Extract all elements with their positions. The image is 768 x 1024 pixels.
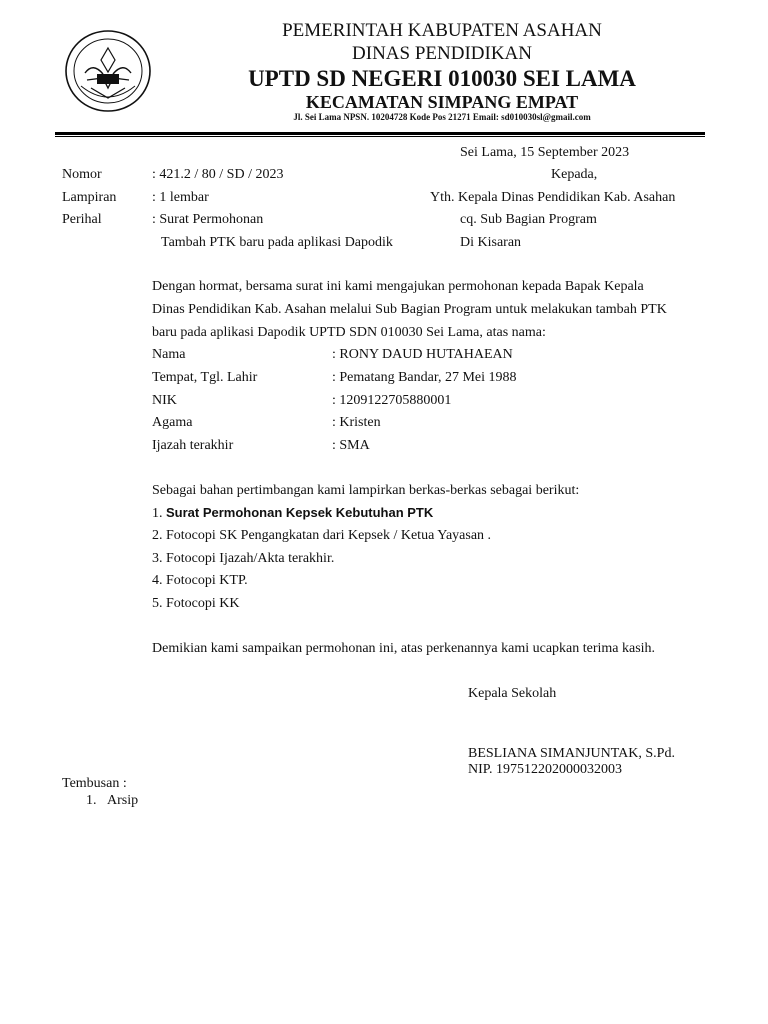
tembusan-item-text: Arsip bbox=[107, 793, 139, 808]
letter-date: Sei Lama, 15 September 2023 bbox=[460, 145, 630, 160]
header-rule-thick bbox=[55, 132, 705, 135]
tembusan-label: Tembusan : bbox=[62, 776, 127, 791]
header-address: Jl. Sei Lama NPSN. 10204728 Kode Pos 21271 Email: sd010030sl@gmail.com bbox=[293, 112, 591, 122]
perihal-value-line2: Tambah PTK baru pada aplikasi Dapodik bbox=[161, 235, 393, 250]
header-district: KECAMATAN SIMPANG EMPAT bbox=[305, 92, 579, 112]
closing-sentence: Demikian kami sampaikan permohonan ini, atas perkenannya kami ucapkan terima kasih. bbox=[152, 641, 656, 656]
identity-value-ttl: : Pematang Bandar, 27 Mei 1988 bbox=[332, 370, 517, 385]
lampiran-label: Lampiran bbox=[62, 190, 117, 205]
header-rule-thin bbox=[55, 136, 705, 137]
body-paragraph-line3: baru pada aplikasi Dapodik UPTD SDN 010030 Sei Lama, atas nama: bbox=[152, 325, 546, 340]
identity-value-nama: : RONY DAUD HUTAHAEAN bbox=[332, 347, 513, 362]
attachment-item-2: 2. Fotocopi SK Pengangkatan dari Kepsek / Ketua Yayasan . bbox=[152, 528, 492, 543]
identity-label-ijazah: Ijazah terakhir bbox=[152, 438, 234, 453]
perihal-value: : Surat Permohonan bbox=[152, 212, 264, 227]
header-school: UPTD SD NEGERI 010030 SEI LAMA bbox=[248, 66, 636, 91]
signature-name: BESLIANA SIMANJUNTAK, S.Pd. bbox=[468, 746, 675, 761]
nomor-label: Nomor bbox=[62, 167, 102, 182]
lampiran-value: : 1 lembar bbox=[152, 190, 209, 205]
attachment-item-3: 3. Fotocopi Ijazah/Akta terakhir. bbox=[152, 551, 335, 566]
body-paragraph-line2: Dinas Pendidikan Kab. Asahan melalui Sub Bagian Program untuk melakukan tambah PTK bbox=[152, 302, 667, 317]
identity-label-nama: Nama bbox=[152, 347, 186, 362]
nomor-value: : 421.2 / 80 / SD / 2023 bbox=[152, 167, 284, 182]
attachments-intro: Sebagai bahan pertimbangan kami lampirkan berkas-berkas sebagai berikut: bbox=[152, 483, 580, 498]
header-agency: DINAS PENDIDIKAN bbox=[352, 43, 532, 64]
header-government: PEMERINTAH KABUPATEN ASAHAN bbox=[282, 20, 602, 41]
attachment-item-1-number: 1. bbox=[152, 506, 166, 521]
identity-value-ijazah: : SMA bbox=[332, 438, 370, 453]
body-paragraph-line1: Dengan hormat, bersama surat ini kami mengajukan permohonan kepada Bapak Kepala bbox=[152, 279, 644, 294]
attachment-item-4: 4. Fotocopi KTP. bbox=[152, 573, 248, 588]
recipient-kepada: Kepada, bbox=[551, 167, 598, 182]
recipient-line1: Yth. Kepala Dinas Pendidikan Kab. Asahan bbox=[430, 190, 676, 205]
recipient-line3: Di Kisaran bbox=[460, 235, 522, 250]
signature-title: Kepala Sekolah bbox=[468, 686, 557, 701]
tembusan-item-number: 1. bbox=[86, 793, 97, 808]
recipient-line2: cq. Sub Bagian Program bbox=[460, 212, 597, 227]
attachment-item-1 bbox=[152, 505, 433, 522]
identity-label-ttl: Tempat, Tgl. Lahir bbox=[152, 370, 258, 385]
attachment-item-5: 5. Fotocopi KK bbox=[152, 596, 240, 611]
identity-value-nik: : 1209122705880001 bbox=[332, 393, 452, 408]
signature-nip: NIP. 197512202000032003 bbox=[468, 762, 623, 777]
identity-label-agama: Agama bbox=[152, 415, 193, 430]
perihal-label: Perihal bbox=[62, 212, 102, 227]
attachment-item-1-text: Surat Permohonan Kepsek Kebutuhan PTK bbox=[166, 505, 434, 520]
identity-value-agama: : Kristen bbox=[332, 415, 381, 430]
identity-label-nik: NIK bbox=[152, 393, 177, 408]
